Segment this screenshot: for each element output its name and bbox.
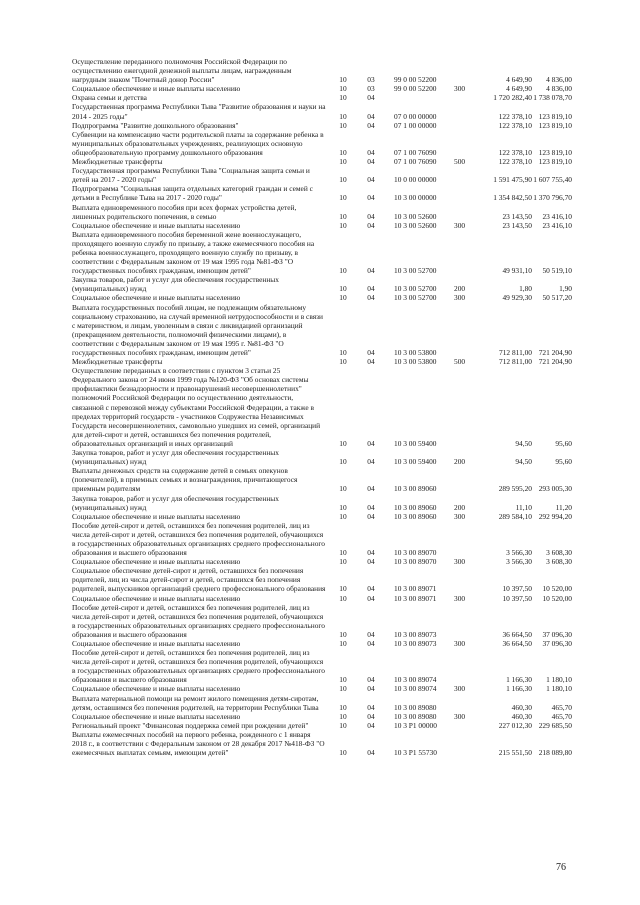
row-sum-year1: 1 166,30 <box>506 675 532 685</box>
row-section: 10 <box>339 84 347 94</box>
row-expense-type: 200 <box>454 457 466 467</box>
row-name: Осуществление переданных в соответствии с пунктом 3 статьи 25 Федерального закона от 24 июня 1999 года №120-ФЗ "Об основах системы профилактики безнадзорности и правонарушений несовершеннолетних" полномочий Российской Федерации по осуществлению деятельности, связанной с перевозкой между субъектами Российской Федерации, а также в пределах территорий государств - участников Содружества Независимых Государств несовершеннолетних, самовольно ушедших из семей, организаций для детей-сирот и детей, оставшихся без попечения родителей, образовательных организаций и иных организаций <box>72 366 321 448</box>
row-section: 10 <box>339 111 347 121</box>
row-target-article: 10 3 00 00000 <box>394 193 437 203</box>
row-subsection: 04 <box>367 93 375 103</box>
row-subsection: 04 <box>367 593 375 603</box>
table-row <box>72 357 572 366</box>
row-subsection: 04 <box>367 748 375 758</box>
row-target-article: 10 3 00 52600 <box>394 220 437 230</box>
row-name: Выплаты ежемесячных пособий на первого ребенка, рожденного с 1 января 2018 г., в соответствии с Федеральным законом от 28 декабря 2017 №418-ФЗ "О ежемесячных выплатах семьям, имеющим детей" <box>72 729 325 758</box>
row-sum-year1: 122 378,10 <box>498 111 532 121</box>
row-subsection: 03 <box>367 84 375 94</box>
row-sum-year1: 1 591 475,90 <box>493 175 532 185</box>
row-sum-year1: 712 811,00 <box>499 357 532 367</box>
row-sum-year2: 37 096,30 <box>542 639 572 648</box>
row-sum-year2: 465,70 <box>551 711 572 721</box>
row-sum-year2: 123 819,10 <box>538 120 572 130</box>
row-sum-year2: 218 089,80 <box>538 748 572 758</box>
row-subsection: 04 <box>367 557 375 567</box>
row-subsection: 04 <box>367 175 375 185</box>
row-sum-year2: 50 517,20 <box>542 293 572 303</box>
row-target-article: 10 3 00 52600 <box>394 211 437 221</box>
row-expense-type: 300 <box>454 557 466 567</box>
row-expense-type: 200 <box>454 284 466 294</box>
row-sum-year2: 23 416,10 <box>542 220 572 230</box>
row-target-article: 10 3 00 89060 <box>394 484 437 494</box>
row-subsection: 04 <box>367 147 375 157</box>
row-name: Социальное обеспечение и иные выплаты населению <box>72 220 241 230</box>
row-sum-year1: 1 166,30 <box>506 684 532 694</box>
row-target-article: 10 3 00 89074 <box>394 675 437 685</box>
row-target-article: 10 3 00 53800 <box>394 348 437 357</box>
row-section: 10 <box>339 675 347 685</box>
row-section: 10 <box>339 511 347 521</box>
row-sum-year1: 36 664,50 <box>502 629 532 639</box>
table-row <box>72 303 572 358</box>
row-sum-year1: 1,80 <box>519 284 532 294</box>
row-subsection: 04 <box>367 457 375 467</box>
row-target-article: 10 3 00 89073 <box>394 639 437 648</box>
row-subsection: 04 <box>367 220 375 230</box>
row-sum-year2: 10 520,00 <box>542 584 572 594</box>
row-subsection: 04 <box>367 120 375 130</box>
row-sum-year1: 289 595,20 <box>498 484 532 494</box>
row-name: Пособие детей-сирот и детей, оставшихся без попечения родителей, лиц из числа детей-сирот и детей, оставшихся без попечения родителей, обучающихся в государственных образовательных организациях среднего профессионального образования и высшего образования <box>72 602 325 639</box>
row-sum-year1: 4 649,90 <box>506 75 532 85</box>
table-row <box>72 166 572 184</box>
row-section: 10 <box>339 438 347 448</box>
row-target-article: 10 3 00 52700 <box>394 266 437 276</box>
row-section: 10 <box>339 266 347 276</box>
row-sum-year1: 94,50 <box>515 438 532 448</box>
row-target-article: 10 3 00 89080 <box>394 702 437 712</box>
row-section: 10 <box>339 357 347 367</box>
table-row <box>72 466 572 493</box>
row-subsection: 04 <box>367 684 375 694</box>
row-subsection: 04 <box>367 711 375 721</box>
row-section: 10 <box>339 502 347 512</box>
row-subsection: 04 <box>367 293 375 303</box>
row-sum-year1: 49 929,30 <box>502 293 532 303</box>
row-subsection: 04 <box>367 629 375 639</box>
table-row <box>72 512 572 521</box>
row-subsection: 04 <box>367 511 375 521</box>
row-section: 10 <box>339 147 347 157</box>
row-sum-year1: 10 397,50 <box>502 584 532 594</box>
row-sum-year2: 123 819,10 <box>538 147 572 157</box>
row-expense-type: 300 <box>454 684 466 694</box>
row-name: Выплата государственных пособий лицам, не подлежащим обязательному социальному страхованию, на случай временной нетрудоспособности и в связи с материнством, и лицам, уволенным в связи с ликвидацией организаций (прекращением деятельности, полномочий физическими лицами), в соответствии с Федеральным законом от 19 мая 1995 г. №81-ФЗ "О государственных пособиях гражданам, имеющим детей" <box>72 302 323 357</box>
row-sum-year2: 10 520,00 <box>542 593 572 603</box>
row-subsection: 04 <box>367 211 375 221</box>
row-section: 10 <box>339 284 347 294</box>
row-name: Социальное обеспечение и иные выплаты населению <box>72 293 241 303</box>
row-section: 10 <box>339 748 347 758</box>
row-expense-type: 300 <box>454 511 466 521</box>
row-sum-year1: 1 720 282,40 <box>493 93 532 103</box>
row-sum-year2: 3 608,30 <box>546 557 572 567</box>
table-row <box>72 557 572 566</box>
row-sum-year2: 1 738 078,70 <box>533 93 572 103</box>
row-sum-year1: 36 664,50 <box>502 639 532 648</box>
row-name: Осуществление переданного полномочия Российской Федерации по осуществлению ежегодной денежной выплаты лицам, награжденным нагрудным знаком "Почетный донор России" <box>72 57 292 85</box>
row-name: Социальное обеспечение и иные выплаты населению <box>72 84 241 94</box>
row-section: 10 <box>339 293 347 303</box>
table-row <box>72 566 572 593</box>
row-target-article: 07 1 00 76090 <box>394 157 437 167</box>
row-sum-year2: 95,60 <box>555 438 572 448</box>
row-name: Закупка товаров, работ и услуг для обеспечения государственных (муниципальных) нужд <box>72 275 279 294</box>
row-target-article: 99 0 00 52200 <box>394 84 437 94</box>
row-sum-year2: 37 096,30 <box>542 629 572 639</box>
row-subsection: 03 <box>367 75 375 85</box>
row-sum-year2: 1 180,10 <box>546 684 572 694</box>
row-sum-year2: 1,90 <box>559 284 572 294</box>
row-section: 10 <box>339 639 347 648</box>
row-sum-year1: 122 378,10 <box>498 157 532 167</box>
row-sum-year2: 123 819,10 <box>538 157 572 167</box>
row-expense-type: 300 <box>454 220 466 230</box>
row-target-article: 10 3 00 89070 <box>394 557 437 567</box>
row-expense-type: 300 <box>454 593 466 603</box>
row-target-article: 10 3 00 89071 <box>394 584 437 594</box>
row-name: Охрана семьи и детства <box>72 93 147 103</box>
row-section: 10 <box>339 220 347 230</box>
row-target-article: 07 1 00 76090 <box>394 147 437 157</box>
table-row <box>72 448 572 466</box>
row-target-article: 10 3 00 59400 <box>394 438 437 448</box>
row-sum-year2: 293 005,30 <box>538 484 572 494</box>
row-section: 10 <box>339 629 347 639</box>
row-expense-type: 500 <box>454 157 466 167</box>
row-name: Социальное обеспечение и иные выплаты населению <box>72 639 241 648</box>
row-target-article: 10 3 00 53800 <box>394 357 437 367</box>
row-sum-year2: 292 994,20 <box>538 511 572 521</box>
table-row <box>72 648 572 684</box>
row-name: Подпрограмма "Развитие дошкольного образования" <box>72 120 239 130</box>
row-subsection: 04 <box>367 702 375 712</box>
table-row <box>72 102 572 120</box>
row-sum-year1: 11,10 <box>515 502 532 512</box>
row-section: 10 <box>339 211 347 221</box>
row-subsection: 04 <box>367 484 375 494</box>
row-target-article: 99 0 00 52200 <box>394 75 437 85</box>
row-expense-type: 500 <box>454 357 466 367</box>
row-name: Социальное обеспечение детей-сирот и детей, оставшихся без попечения родителей, лиц из числа детей-сирот и детей, оставшихся без попечения родителей, выпускников организаций среднего профессионального образования <box>72 566 326 594</box>
row-name: Социальное обеспечение и иные выплаты населению <box>72 684 241 694</box>
row-name: Закупка товаров, работ и услуг для обеспечения государственных (муниципальных) нужд <box>72 448 279 467</box>
table-row <box>72 230 572 275</box>
budget-table <box>72 57 572 757</box>
table-row <box>72 157 572 166</box>
row-name: Межбюджетные трансферты <box>72 357 163 367</box>
row-target-article: 10 3 00 89070 <box>394 548 437 558</box>
row-sum-year2: 123 819,10 <box>538 111 572 121</box>
row-name: Выплаты денежных средств на содержание детей в семьях опекунов (попечителей), в приемных семьях и вознаграждения, причитающегося приемным родителям <box>72 466 298 494</box>
row-sum-year2: 95,60 <box>555 457 572 467</box>
table-row <box>72 721 572 730</box>
row-section: 10 <box>339 593 347 603</box>
row-sum-year2: 3 608,30 <box>546 548 572 558</box>
table-row <box>72 494 572 512</box>
row-section: 10 <box>339 120 347 130</box>
table-row <box>72 730 572 757</box>
row-sum-year1: 460,30 <box>511 702 532 712</box>
row-target-article: 10 3 00 89073 <box>394 629 437 639</box>
row-sum-year1: 215 551,50 <box>498 748 532 758</box>
table-row <box>72 121 572 130</box>
row-sum-year2: 721 204,90 <box>538 348 572 357</box>
row-sum-year1: 460,30 <box>511 711 532 721</box>
row-sum-year1: 1 354 842,50 <box>493 193 532 203</box>
row-section: 10 <box>339 348 347 357</box>
row-name: Пособие детей-сирот и детей, оставшихся без попечения родителей, лиц из числа детей-сирот и детей, оставшихся без попечения родителей, обучающихся в государственных образовательных организациях среднего профессионального образования и высшего образования <box>72 520 325 558</box>
row-name: Пособие детей-сирот и детей, оставшихся без попечения родителей, лиц из числа детей-сирот и детей, оставшихся без попечения родителей, обучающихся в государственных образовательных организациях среднего профессионального образования и высшего образования <box>72 648 325 685</box>
row-expense-type: 300 <box>454 293 466 303</box>
row-subsection: 04 <box>367 675 375 685</box>
row-name: Государственная программа Республики Тыва "Развитие образования и науки на 2014 - 2025 годы" <box>72 102 326 121</box>
row-section: 10 <box>339 93 347 103</box>
table-row <box>72 712 572 721</box>
row-sum-year1: 10 397,50 <box>502 593 532 603</box>
row-subsection: 04 <box>367 266 375 276</box>
table-row <box>72 130 572 157</box>
row-sum-year1: 122 378,10 <box>498 120 532 130</box>
row-target-article: 10 3 P1 00000 <box>394 720 437 730</box>
row-subsection: 04 <box>367 584 375 594</box>
row-subsection: 04 <box>367 348 375 357</box>
table-row <box>72 639 572 648</box>
row-name: Выплата единовременного пособия беременной жене военнослужащего, проходящего военную службу по призыву, а также ежемесячного пособия на ребенка военнослужащего, проходящего военную службу по призыву, в соответствии с Федеральным законом от 19 мая 1995 года №81-ФЗ "О государственных пособиях гражданам, имеющим детей" <box>72 229 315 276</box>
row-name: Социальное обеспечение и иные выплаты населению <box>72 593 241 603</box>
row-sum-year1: 49 931,10 <box>502 266 532 276</box>
table-row <box>72 84 572 93</box>
row-section: 10 <box>339 548 347 558</box>
row-section: 10 <box>339 484 347 494</box>
row-sum-year2: 11,20 <box>555 502 572 512</box>
page-number: 76 <box>556 862 566 873</box>
row-target-article: 10 3 00 89071 <box>394 593 437 603</box>
table-row <box>72 603 572 639</box>
row-subsection: 04 <box>367 111 375 121</box>
row-section: 10 <box>339 193 347 203</box>
row-subsection: 04 <box>367 639 375 648</box>
row-sum-year2: 50 519,10 <box>542 266 572 276</box>
row-sum-year1: 4 649,90 <box>506 84 532 94</box>
row-subsection: 04 <box>367 157 375 167</box>
table-row <box>72 275 572 293</box>
row-subsection: 04 <box>367 720 375 730</box>
table-row <box>72 57 572 84</box>
row-sum-year1: 3 566,30 <box>506 548 532 558</box>
table-row <box>72 293 572 302</box>
row-target-article: 10 3 00 89080 <box>394 711 437 721</box>
row-section: 10 <box>339 557 347 567</box>
row-section: 10 <box>339 175 347 185</box>
row-name: Подпрограмма "Социальная защита отдельных категорий граждан и семей с детьми в Республике Тыва на 2017 - 2020 годы" <box>72 184 313 203</box>
row-section: 10 <box>339 75 347 85</box>
row-name: Выплата материальной помощи на ремонт жилого помещения детям-сиротам, детям, оставшимся без попечения родителей, на территории Республики Тыва <box>72 693 319 712</box>
table-row <box>72 366 572 448</box>
table-row <box>72 184 572 202</box>
row-target-article: 10 3 00 89060 <box>394 502 437 512</box>
table-row <box>72 203 572 221</box>
row-section: 10 <box>339 720 347 730</box>
row-name: Государственная программа Республики Тыва "Социальная защита семьи и детей на 2017 - 2020 годы" <box>72 166 310 185</box>
table-row <box>72 684 572 693</box>
row-section: 10 <box>339 684 347 694</box>
row-section: 10 <box>339 157 347 167</box>
row-subsection: 04 <box>367 438 375 448</box>
row-sum-year1: 23 143,50 <box>502 211 532 221</box>
row-expense-type: 300 <box>454 711 466 721</box>
row-sum-year1: 712 811,00 <box>499 348 532 357</box>
row-subsection: 04 <box>367 548 375 558</box>
row-expense-type: 300 <box>454 84 466 94</box>
row-target-article: 10 3 P1 55730 <box>394 748 437 758</box>
row-name: Закупка товаров, работ и услуг для обеспечения государственных (муниципальных) нужд <box>72 493 279 512</box>
row-target-article: 10 3 00 89060 <box>394 511 437 521</box>
row-target-article: 10 3 00 89074 <box>394 684 437 694</box>
row-subsection: 04 <box>367 357 375 367</box>
row-sum-year1: 122 378,10 <box>498 147 532 157</box>
row-target-article: 07 1 00 00000 <box>394 120 437 130</box>
row-sum-year2: 721 204,90 <box>538 357 572 367</box>
row-name: Региональный проект "Финансовая поддержка семей при рождении детей" <box>72 720 309 730</box>
row-section: 10 <box>339 584 347 594</box>
row-name: Социальное обеспечение и иные выплаты населению <box>72 557 241 567</box>
row-sum-year1: 23 143,50 <box>502 220 532 230</box>
row-sum-year2: 1 180,10 <box>546 675 572 685</box>
row-target-article: 10 3 00 52700 <box>394 293 437 303</box>
row-name: Социальное обеспечение и иные выплаты населению <box>72 511 241 521</box>
row-target-article: 10 3 00 52700 <box>394 284 437 294</box>
table-row <box>72 521 572 557</box>
row-target-article: 10 0 00 00000 <box>394 175 437 185</box>
table-row <box>72 221 572 230</box>
row-sum-year1: 94,50 <box>515 457 532 467</box>
row-subsection: 04 <box>367 502 375 512</box>
row-section: 10 <box>339 702 347 712</box>
row-sum-year2: 23 416,10 <box>542 211 572 221</box>
row-sum-year1: 227 012,30 <box>498 720 532 730</box>
row-name: Выплата единовременного пособия при всех формах устройства детей, лишенных родительского попечения, в семью <box>72 202 297 221</box>
row-sum-year2: 4 836,00 <box>546 84 572 94</box>
table-row <box>72 93 572 102</box>
row-sum-year2: 1 370 796,70 <box>533 193 572 203</box>
row-name: Межбюджетные трансферты <box>72 157 163 167</box>
row-target-article: 07 0 00 00000 <box>394 111 437 121</box>
row-section: 10 <box>339 457 347 467</box>
row-name: Субвенции на компенсацию части родительской платы за содержание ребенка в муниципальных образовательных учреждениях, реализующих основную общеобразовательную программу дошкольного образования <box>72 129 324 157</box>
row-expense-type: 200 <box>454 502 466 512</box>
table-row <box>72 594 572 603</box>
row-subsection: 04 <box>367 193 375 203</box>
row-subsection: 04 <box>367 284 375 294</box>
row-sum-year2: 229 685,50 <box>538 720 572 730</box>
row-sum-year1: 3 566,30 <box>506 557 532 567</box>
row-sum-year2: 1 607 755,40 <box>533 175 572 185</box>
row-sum-year2: 4 836,00 <box>546 75 572 85</box>
row-section: 10 <box>339 711 347 721</box>
table-row <box>72 694 572 712</box>
row-sum-year1: 289 584,10 <box>498 511 532 521</box>
row-sum-year2: 465,70 <box>551 702 572 712</box>
row-expense-type: 300 <box>454 639 466 648</box>
row-name: Социальное обеспечение и иные выплаты населению <box>72 711 241 721</box>
row-target-article: 10 3 00 59400 <box>394 457 437 467</box>
